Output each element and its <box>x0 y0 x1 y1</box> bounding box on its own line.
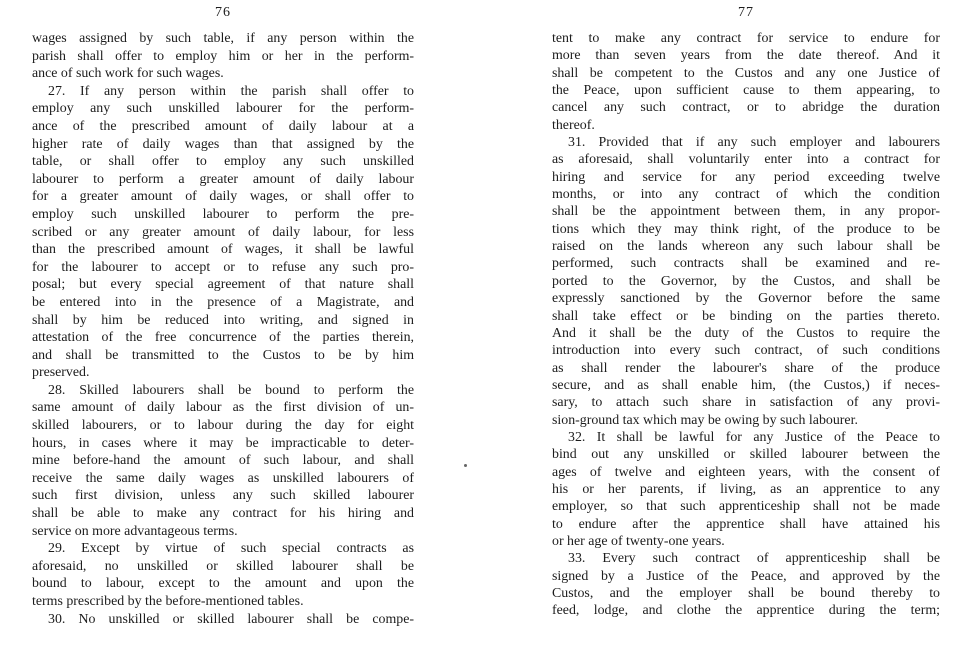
text-line: mine before-hand the amount of such labour, and shall <box>32 453 414 469</box>
text-line: hours, in cases where it may be impracticable to deter- <box>32 435 414 451</box>
text-line: bind out any unskilled or skilled labourer between the <box>552 447 940 463</box>
text-line: same amount of daily labour as the first division of un- <box>32 400 414 416</box>
text-line: signed by a Justice of the Peace, and approved by the <box>552 568 940 584</box>
text-line: sion-ground tax which may be owing by such labourer. <box>552 412 858 428</box>
text-line: table, or shall offer to employ any such unskilled <box>32 154 414 170</box>
text-line: 28. Skilled labourers shall be bound to perform the <box>48 382 414 398</box>
text-line: months, or into any contract of which the condition <box>552 187 940 203</box>
text-line: performed, such contracts shall be examined and re- <box>552 256 940 272</box>
left-page <box>32 0 414 666</box>
text-line: attestation of the free concurrence of the parties therein, <box>32 330 414 346</box>
text-line: 31. Provided that if any such employer and labourers <box>568 135 940 151</box>
text-line: shall be competent to the Custos and any one Justice of <box>552 65 940 81</box>
text-line: expressly sanctioned by the Governor before the same <box>552 291 940 307</box>
text-line: for the labourer to accept or to refuse any such pro- <box>32 259 414 275</box>
text-line: or her age of twenty-one years. <box>552 533 725 549</box>
text-line: introduction into every such contract, of such conditions <box>552 343 940 359</box>
text-line: secure, and as shall enable him, (the Custos,) if neces- <box>552 377 940 393</box>
text-line: tions which they may think right, of the produce to be <box>552 221 940 237</box>
text-line: 33. Every such contract of apprenticeship shall be <box>568 551 940 567</box>
text-line: than the prescribed amount of wages, it shall be lawful <box>32 242 414 258</box>
text-line: employ such unskilled labourer to perform the pre- <box>32 206 414 222</box>
text-line: employer, so that such apprenticeship shall not be made <box>552 499 940 515</box>
text-line: 27. If any person within the parish shall offer to <box>48 83 414 99</box>
text-line: thereof. <box>552 117 595 133</box>
text-line: and shall be transmitted to the Custos to be by him <box>32 347 414 363</box>
text-line: be entered into in the presence of a Magistrate, and <box>32 294 414 310</box>
text-line: 32. It shall be lawful for any Justice of the Peace to <box>568 429 940 445</box>
text-line: bound to labour, except to the amount and upon the <box>32 576 414 592</box>
text-line: hiring and service for any period exceeding twelve <box>552 169 940 185</box>
text-line: And it shall be the duty of the Custos to require the <box>552 325 940 341</box>
text-line: skilled labourers, or to labour during the day for eight <box>32 418 414 434</box>
text-line: Custos, and the employer shall be bound thereby to <box>552 586 940 601</box>
text-line: such first division, unless any such skilled labourer <box>32 488 414 504</box>
text-line: as aforesaid, shall voluntarily enter into a contract for <box>552 152 940 168</box>
text-line: ance of such work for such wages. <box>32 66 224 82</box>
right-page <box>552 0 940 666</box>
text-line: raised on the lands whereon any such labour shall be <box>552 239 940 255</box>
text-line: ages of twelve and eighteen years, with the consent of <box>552 464 940 480</box>
text-line: parish shall offer to employ him or her in the perform- <box>32 48 414 64</box>
text-line: feed, lodge, and clothe the apprentice during the term; <box>552 603 940 619</box>
text-line: service on more advantageous terms. <box>32 523 238 539</box>
text-line: more than seven years from the date thereof. And it <box>552 48 940 64</box>
text-line: ance of the prescribed amount of daily labour at a <box>32 118 414 134</box>
text-line: higher rate of daily wages than that assigned by the <box>32 136 414 152</box>
page-text <box>552 30 940 620</box>
page-number: 76 <box>215 5 231 20</box>
text-line: shall by him be reduced into writing, and signed in <box>32 312 414 328</box>
text-line: aforesaid, no unskilled or skilled labourer shall be <box>32 558 414 574</box>
text-line: tent to make any contract for service to endure for <box>552 31 940 46</box>
text-line: shall be able to make any contract for his hiring and <box>32 506 414 522</box>
text-line: the Peace, upon sufficient cause to them appearing, to <box>552 83 940 99</box>
text-line: shall take effect or be binding on the parties thereto. <box>552 308 940 324</box>
text-line: scribed or any greater amount of daily labour, for less <box>32 224 414 240</box>
text-line: receive the same daily wages as unskilled labourers of <box>32 470 414 486</box>
text-line: sary, to attach such share in satisfaction of any provi- <box>552 395 940 411</box>
text-line: his or her parents, if living, as an apprentice to any <box>552 481 940 497</box>
text-line: cancel any such contract, or to abridge the duration <box>552 100 940 116</box>
page-number: 77 <box>738 5 754 20</box>
paper-speck <box>464 464 467 467</box>
text-line: as shall render the labourer's share of the produce <box>552 360 940 376</box>
text-line: 30. No unskilled or skilled labourer shall be compe- <box>48 611 414 627</box>
text-line: terms prescribed by the before-mentioned tables. <box>32 594 304 609</box>
text-line: preserved. <box>32 365 90 381</box>
text-line: posal; but every special agreement of that nature shall <box>32 277 414 293</box>
text-line: for a greater amount of daily wages, or shall offer to <box>32 189 414 205</box>
text-line: employ any such unskilled labourer for the perform- <box>32 101 414 117</box>
text-line: labourer to perform a greater amount of daily labour <box>32 171 414 187</box>
text-line: shall be the appointment between them, in any propor- <box>552 204 940 220</box>
text-line: ported to the Governor, by the Custos, and shall be <box>552 273 940 289</box>
text-line: wages assigned by such table, if any person within the <box>32 31 414 46</box>
text-line: to endure after the apprentice shall have attained his <box>552 516 940 532</box>
text-line: 29. Except by virtue of such special contracts as <box>48 541 414 557</box>
page-text <box>32 30 414 628</box>
